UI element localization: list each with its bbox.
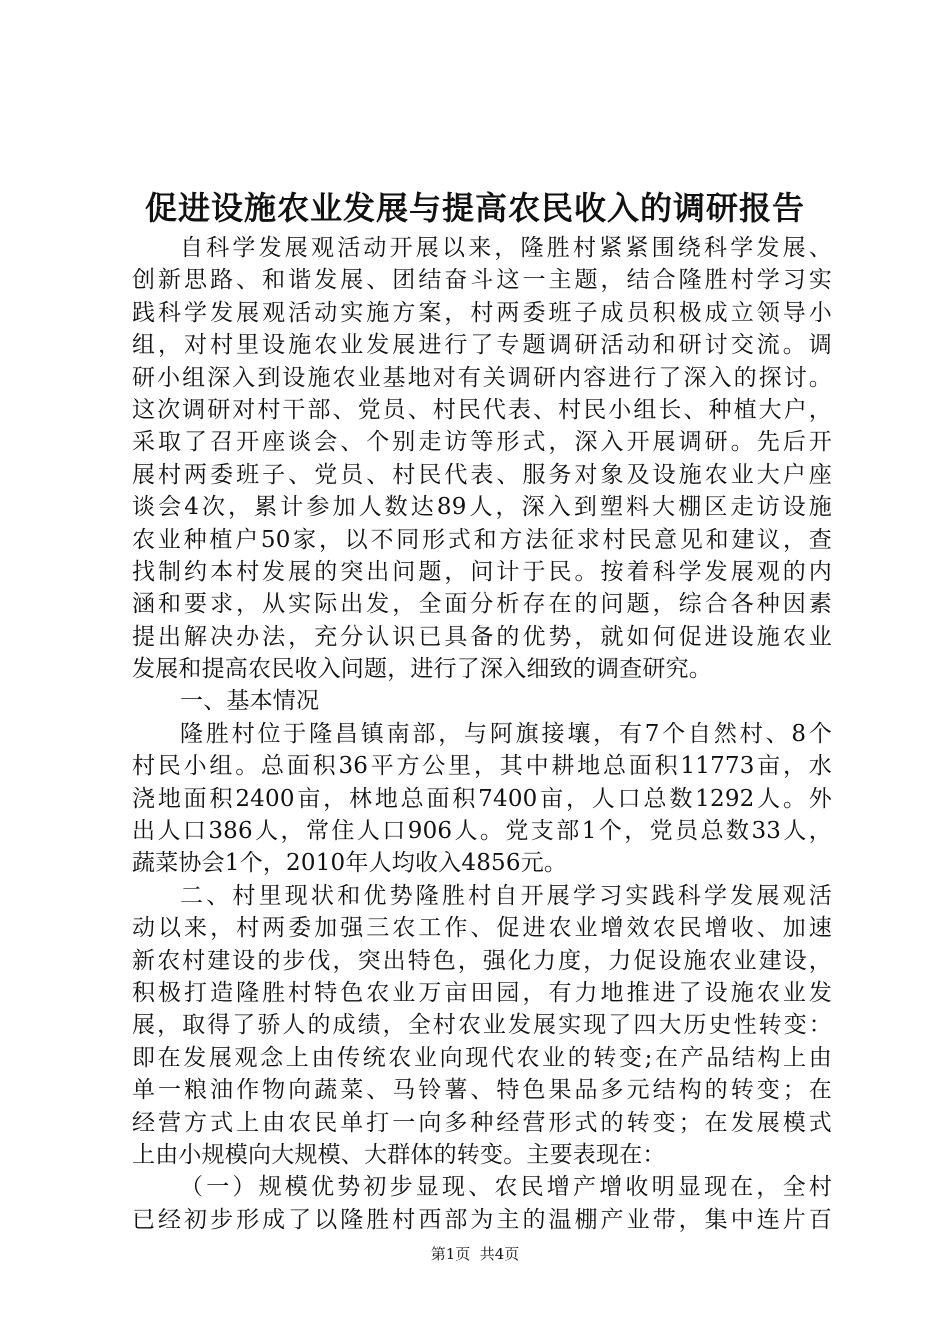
body-line: 出人口386人，常住人口906人。党支部1个，党员总数33人， [132, 818, 832, 845]
page-footer: 第1页 共4页 [430, 1245, 520, 1263]
body-line: 展村两委班子、党员、村民代表、服务对象及设施农业大户座 [132, 461, 832, 488]
body-line: 动以来，村两委加强三农工作、促进农业增效农民增收、加速 [132, 915, 832, 942]
body-line: （一）规模优势初步显现、农民增产增收明显现在，全村 [180, 1174, 832, 1201]
body-line: 自科学发展观活动开展以来，隆胜村紧紧围绕科学发展、 [180, 235, 832, 261]
body-line: 浇地面积2400亩，林地总面积7400亩，人口总数1292人。外 [132, 785, 832, 812]
body-line: 谈会4次，累计参加人数达89人，深入到塑料大棚区走访设施 [132, 494, 832, 521]
body-line: 提出解决办法，充分认识已具备的优势，就如何促进设施农业 [132, 623, 832, 650]
body-line: 找制约本村发展的突出问题，问计于民。按着科学发展观的内 [132, 558, 832, 585]
body-line: 蔬菜协会1个，2010年人均收入4856元。 [132, 850, 568, 877]
body-line: 村民小组。总面积36平方公里，其中耕地总面积11773亩，水 [132, 753, 832, 780]
body-line: 践科学发展观活动实施方案，村两委班子成员积极成立领导小 [132, 299, 832, 326]
document-body [132, 232, 832, 1236]
body-line: 经营方式上由农民单打一向多种经营形式的转变；在发展模式 [132, 1109, 832, 1136]
body-line: 积极打造隆胜村特色农业万亩田园，有力地推进了设施农业发 [132, 979, 832, 1006]
section-heading: 一、基本情况 [180, 688, 320, 715]
body-line: 上由小规模向大规模、大群体的转变。主要表现在： [132, 1141, 666, 1168]
body-line: 采取了召开座谈会、个别走访等形式，深入开展调研。先后开 [132, 429, 832, 456]
body-line: 二、村里现状和优势隆胜村自开展学习实践科学发展观活 [180, 882, 832, 909]
body-line: 发展和提高农民收入问题，进行了深入细致的调查研究。 [132, 656, 712, 683]
body-line: 展，取得了骄人的成绩，全村农业发展实现了四大历史性转变： [132, 1012, 832, 1039]
body-line: 这次调研对村干部、党员、村民代表、村民小组长、种植大户， [132, 396, 832, 423]
body-line: 农业种植户50家，以不同形式和方法征求村民意见和建议，查 [132, 526, 832, 553]
body-line: 已经初步形成了以隆胜村西部为主的温棚产业带，集中连片百 [132, 1206, 832, 1233]
document-title: 促进设施农业发展与提高农民收入的调研报告 [144, 189, 805, 227]
body-line: 新农村建设的步伐，突出特色，强化力度，力促设施农业建设， [132, 947, 832, 974]
body-line: 创新思路、和谐发展、团结奋斗这一主题，结合隆胜村学习实 [132, 267, 832, 294]
body-line: 涵和要求，从实际出发，全面分析存在的问题，综合各种因素 [132, 591, 832, 618]
body-line: 即在发展观念上由传统农业向现代农业的转变;在产品结构上由 [132, 1044, 832, 1071]
body-line: 研小组深入到设施农业基地对有关调研内容进行了深入的探讨。 [132, 364, 832, 391]
body-line: 组，对村里设施农业发展进行了专题调研活动和研讨交流。调 [132, 332, 832, 359]
body-line: 单一粮油作物向蔬菜、马铃薯、特色果品多元结构的转变；在 [132, 1077, 832, 1104]
body-line: 隆胜村位于隆昌镇南部，与阿旗接壤，有7个自然村、8个 [180, 720, 832, 747]
